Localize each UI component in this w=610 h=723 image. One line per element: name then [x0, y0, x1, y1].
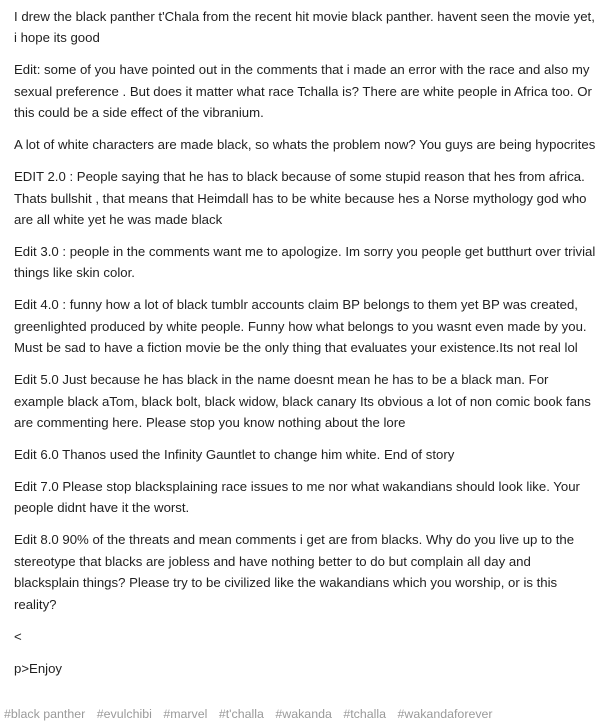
tag-link[interactable]: #t'challa: [218, 707, 264, 721]
post-paragraph: Edit 3.0 : people in the comments want me to apologize. Im sorry you people get butthurt over trivial things like skin color.: [14, 244, 596, 281]
post-paragraph: Edit 5.0 Just because he has black in the name doesnt mean he has to be a black man. For example black aTom, black bolt, black widow, black canary Its obvious a lot of non comic book fans are commenting here. Please stop you know nothing about the lore: [14, 372, 591, 431]
post-body: [14, 6, 598, 687]
tag-link[interactable]: #tchalla: [343, 707, 387, 721]
tag-list: [4, 707, 604, 721]
post-paragraph: I drew the black panther t'Chala from the recent hit movie black panther. havent seen the movie yet, i hope its good: [14, 9, 595, 46]
tag-link[interactable]: #black panther: [4, 707, 86, 721]
post-paragraph: Edit 4.0 : funny how a lot of black tumblr accounts claim BP belongs to them yet BP was created, greenlighted produced by white people. Funny how what belongs to you wasnt even made by you. Must be sad to have a fiction movie be the only thing that evaluates your existence.Its not real lol: [14, 297, 587, 356]
post-paragraph: Edit 7.0 Please stop blacksplaining race issues to me nor what wakandians should look like. Your people didnt have it the worst.: [14, 479, 580, 516]
tag-link[interactable]: #evulchibi: [96, 707, 152, 721]
tag-link[interactable]: #marvel: [163, 707, 208, 721]
tag-link[interactable]: #wakanda: [275, 707, 332, 721]
post-paragraph: Edit: some of you have pointed out in the comments that i made an error with the race and also my sexual preference . But does it matter what race Tchalla is? There are white people in Africa too. Or this could be a side effect of the vibranium.: [14, 62, 592, 121]
tag-link[interactable]: #wakandaforever: [397, 707, 493, 721]
post-paragraph: Edit 8.0 90% of the threats and mean comments i get are from blacks. Why do you live up to the stereotype that blacks are jobless and have nothing better to do but complain all day and blacksplain things? Please try to be civilized like the wakandians which you worship, or is this reality?: [14, 532, 575, 612]
post-paragraph: <: [14, 628, 22, 644]
post-paragraph: EDIT 2.0 : People saying that he has to black because of some stupid reason that hes from africa. Thats bullshit , that means that Heimdall has to be white because hes a Norse mythology god who are all white yet he was made black: [14, 169, 587, 228]
post-paragraph: Edit 6.0 Thanos used the Infinity Gauntlet to change him white. End of story: [14, 447, 455, 463]
post-paragraph: p>Enjoy: [14, 660, 63, 676]
post-paragraph: A lot of white characters are made black, so whats the problem now? You guys are being hypocrites: [14, 137, 596, 153]
